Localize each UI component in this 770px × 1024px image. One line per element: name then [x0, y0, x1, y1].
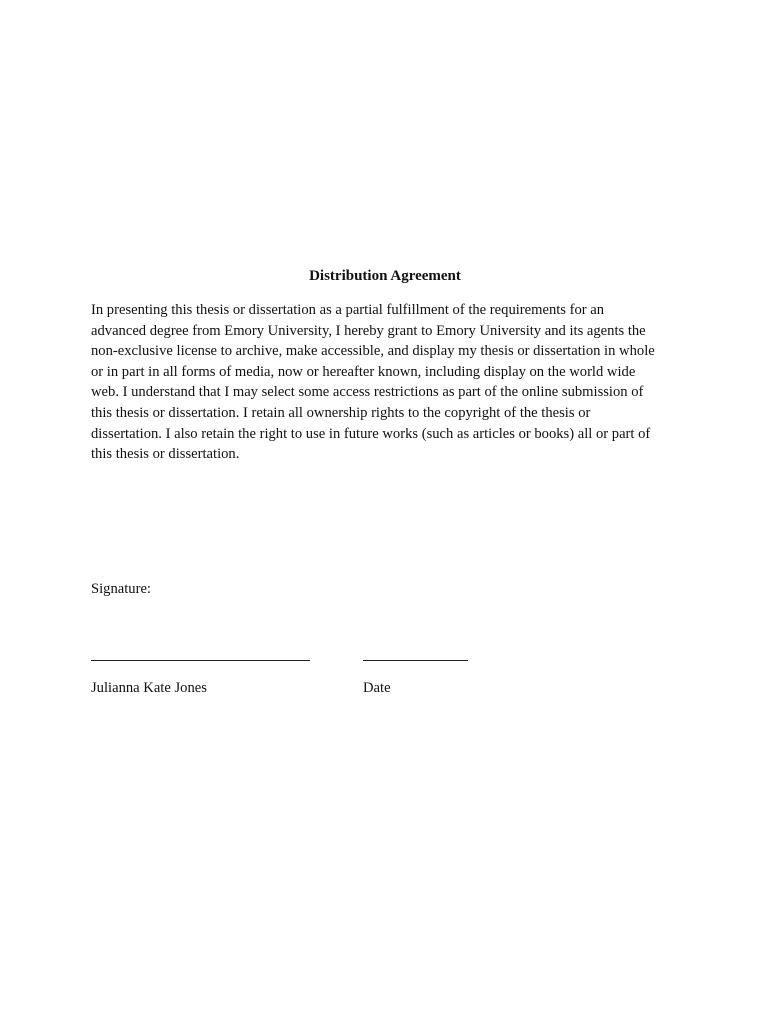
agreement-line: dissertation. I also retain the right to use in future works (such as articles or books) all or part of [91, 425, 651, 442]
agreement-line: this thesis or dissertation. [91, 446, 240, 463]
page-title: Distribution Agreement [309, 268, 461, 284]
agreement-line: or in part in all forms of media, now or hereafter known, including display on the world wide [91, 363, 636, 380]
agreement-paragraph [91, 300, 677, 465]
signature-line [91, 660, 310, 661]
signer-name: Julianna Kate Jones [91, 680, 207, 696]
agreement-line: this thesis or dissertation. I retain all ownership rights to the copyright of the thesis or [91, 404, 591, 421]
agreement-line: In presenting this thesis or dissertation as a partial fulfillment of the requirements for an [91, 302, 605, 318]
agreement-line: web. I understand that I may select some access restrictions as part of the online submission of [91, 384, 644, 401]
signature-label: Signature: [91, 581, 151, 597]
agreement-line: non-exclusive license to archive, make accessible, and display my thesis or dissertation in whole [91, 343, 655, 360]
date-caption: Date [363, 680, 391, 696]
agreement-line: advanced degree from Emory University, I hereby grant to Emory University and its agents the [91, 322, 646, 339]
date-line [363, 660, 468, 661]
